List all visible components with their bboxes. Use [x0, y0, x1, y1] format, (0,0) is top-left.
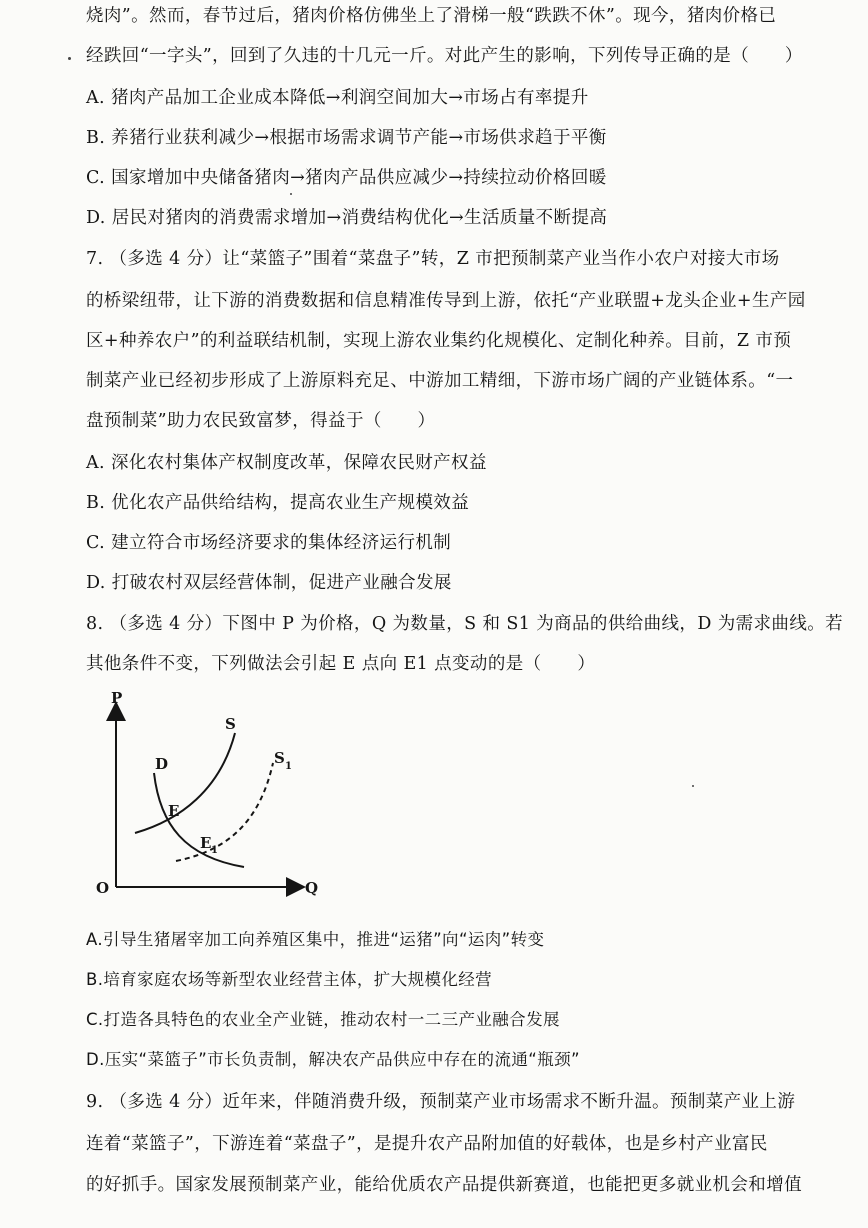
q6-option-a[interactable]: A. 猪肉产品加工企业成本降低→利润空间加大→市场占有率提升 — [86, 88, 589, 108]
q7-option-d[interactable]: D. 打破农村双层经营体制，促进产业融合发展 — [86, 573, 452, 593]
q6-stem-line-2: 经跌回“一字头”，回到了久违的十几元一斤。对此产生的影响，下列传导正确的是（ ） — [86, 46, 803, 66]
svg-text:1: 1 — [285, 761, 292, 772]
demand-curve-d — [154, 773, 244, 867]
svg-text:1: 1 — [211, 845, 218, 856]
q8-option-a[interactable]: A.引导生猪屠宰加工向养殖区集中，推进“运猪”向“运肉”转变 — [86, 930, 545, 949]
q7-stem-line-5: 盘预制菜”助力农民致富梦，得益于（ ） — [86, 411, 436, 431]
q8-option-d[interactable]: D.压实“菜篮子”市长负责制，解决农产品供应中存在的流通“瓶颈” — [86, 1050, 580, 1069]
q7-option-b[interactable]: B. 优化农产品供给结构，提高农业生产规模效益 — [86, 493, 470, 513]
q6-option-d[interactable]: D. 居民对猪肉的消费需求增加→消费结构优化→生活质量不断提高 — [86, 208, 608, 228]
curve-label-s: S — [225, 715, 236, 733]
q6-option-c[interactable]: C. 国家增加中央储备猪肉→猪肉产品供应减少→持续拉动价格回暖 — [86, 168, 607, 188]
axis-label-q: Q — [305, 879, 319, 897]
q7-stem-line-1: 7. （多选 4 分）让“菜篮子”围着“菜盘子”转，Z 市把预制菜产业当作小农户对接大市场 — [86, 249, 780, 269]
scan-speck — [68, 57, 71, 60]
q7-stem-line-2: 的桥梁纽带，让下游的消费数据和信息精准传导到上游，依托“产业联盟+龙头企业+生产园 — [86, 291, 806, 311]
q8-option-b[interactable]: B.培育家庭农场等新型农业经营主体，扩大规模化经营 — [86, 970, 493, 989]
svg-text:E: E — [200, 834, 212, 852]
q7-option-a[interactable]: A. 深化农村集体产权制度改革，保障农民财产权益 — [86, 453, 487, 473]
q9-stem-line-1: 9. （多选 4 分）近年来，伴随消费升级，预制菜产业市场需求不断升温。预制菜产业上游 — [86, 1092, 796, 1112]
q6-stem-line-1: 烧肉”。然而，春节过后，猪肉价格仿佛坐上了滑梯一般“跌跌不休”。现今，猪肉价格已 — [86, 6, 777, 26]
q9-stem-line-3: 的好抓手。国家发展预制菜产业，能给优质农产品提供新赛道，也能把更多就业机会和增值 — [86, 1175, 802, 1195]
svg-text:S: S — [274, 749, 285, 767]
q7-stem-line-4: 制菜产业已经初步形成了上游原料充足、中游加工精细，下游市场广阔的产业链体系。“一 — [86, 371, 794, 391]
q9-stem-line-2: 连着“菜篮子”，下游连着“菜盘子”，是提升农产品附加值的好载体，也是乡村产业富民 — [86, 1134, 768, 1154]
point-label-e: E — [168, 802, 180, 820]
origin-label-o: O — [96, 879, 110, 897]
q6-option-b[interactable]: B. 养猪行业获利减少→根据市场需求调节产能→市场供求趋于平衡 — [86, 128, 607, 148]
q8-stem-line-1: 8. （多选 4 分）下图中 P 为价格，Q 为数量，S 和 S1 为商品的供给曲线，D 为需求曲线。若 — [86, 614, 844, 634]
supply-demand-graph — [80, 685, 340, 900]
q8-option-c[interactable]: C.打造各具特色的农业全产业链，推动农村一二三产业融合发展 — [86, 1010, 560, 1029]
scan-speck — [290, 193, 292, 195]
q8-stem-line-2: 其他条件不变，下列做法会引起 E 点向 E1 点变动的是（ ） — [86, 654, 596, 674]
q7-option-c[interactable]: C. 建立符合市场经济要求的集体经济运行机制 — [86, 533, 452, 553]
scan-speck — [692, 785, 694, 787]
supply-curve-s — [135, 733, 235, 833]
axis-label-p: P — [111, 689, 123, 707]
curve-label-s1 — [274, 749, 292, 772]
q7-stem-line-3: 区+种养农户”的利益联结机制，实现上游农业集约化规模化、定制化种养。目前，Z 市预 — [86, 331, 792, 351]
curve-label-d: D — [155, 755, 169, 773]
